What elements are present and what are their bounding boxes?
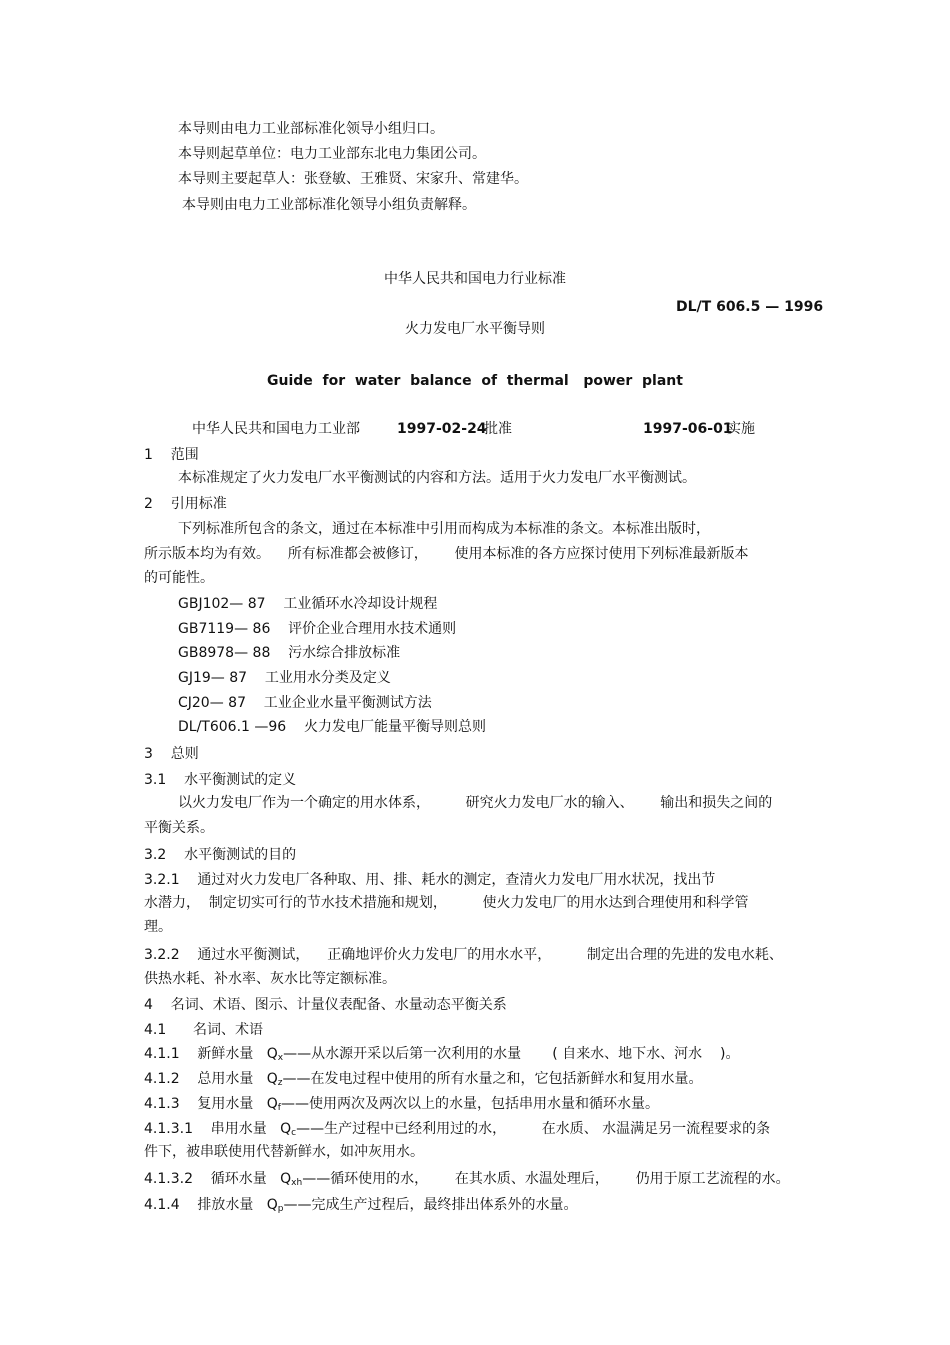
implement-label: 实施: [727, 421, 755, 437]
front-line-4: 本导则由电力工业部标准化领导小组负责解释。: [182, 197, 476, 213]
section-3-1-para-2: 平衡关系。: [144, 820, 214, 836]
section-2-para-1: 下列标准所包含的条文，通过在本标准中引用而构成为本标准的条文。本标准出版时，: [178, 521, 710, 537]
section-3-1-para-1: 以火力发电厂作为一个确定的用水体系， 研究火力发电厂水的输入、 输出和损失之间的: [178, 795, 773, 811]
section-3-1-heading: 3.1 水平衡测试的定义: [144, 772, 297, 788]
approve-label: 批准: [484, 421, 512, 437]
section-3-2-heading: 3.2 水平衡测试的目的: [144, 847, 297, 863]
term-4-1-4: 4.1.4 排放水量 $Q_p——$完成生产过程后，最终排出体系外的水量。: [144, 1197, 578, 1214]
section-4-heading: 4 名词、术语、图示、计量仪表配备、水量动态平衡关系: [144, 997, 507, 1013]
front-line-2: 本导则起草单位：电力工业部东北电力集团公司。: [178, 146, 486, 162]
document-title-en: Guide for water balance of thermal power plant: [267, 373, 683, 389]
front-line-1: 本导则由电力工业部标准化领导小组归口。: [178, 121, 444, 137]
section-3-2-1-line-1: 3.2.1 通过对火力发电厂各种取、用、排、耗水的测定，查清火力发电厂用水状况，找出节: [144, 872, 716, 888]
section-3-2-1-line-3: 理。: [144, 919, 172, 935]
section-2-para-3: 的可能性。: [144, 570, 214, 586]
section-1-heading: 1 范围: [144, 447, 199, 463]
section-4-1-heading: 4.1 名词、术语: [144, 1022, 263, 1038]
section-3-2-2-line-1: 3.2.2 通过水平衡测试， 正确地评价火力发电厂的用水水平， 制定出合理的先进的发电水耗、: [144, 947, 783, 963]
approve-date: 1997-02-24: [397, 421, 487, 437]
term-4-1-1: 4.1.1 新鲜水量 $Q_x——$从水源开采以后第一次利用的水量 ( 自来水、地下水、河水 )。: [144, 1046, 740, 1063]
term-4-1-2: 4.1.2 总用水量 $Q_z——$在发电过程中使用的所有水量之和，它包括新鲜水和复用水量。: [144, 1071, 703, 1088]
term-4-1-3-1-cont: 件下，被串联使用代替新鲜水，如冲灰用水。: [144, 1144, 424, 1160]
section-2-para-2: 所示版本均为有效。 所有标准都会被修订， 使用本标准的各方应探讨使用下列标准最新版本: [144, 546, 749, 562]
implement-date: 1997-06-01: [643, 421, 733, 437]
reference-item: GBJ102— 87 工业循环水冷却设计规程: [178, 596, 438, 612]
front-line-3: 本导则主要起草人：张登敏、王雅贤、宋家升、常建华。: [178, 171, 528, 187]
reference-item: GB8978— 88 污水综合排放标准: [178, 645, 401, 661]
document-title-cn: 火力发电厂水平衡导则: [405, 321, 545, 337]
section-3-2-1-line-2: 水潜力， 制定切实可行的节水技术措施和规划， 使火力发电厂的用水达到合理使用和科学管: [144, 895, 749, 911]
issuer: 中华人民共和国电力工业部: [192, 421, 360, 437]
section-1-text: 本标准规定了火力发电厂水平衡测试的内容和方法。适用于火力发电厂水平衡测试。: [178, 470, 696, 486]
industry-standard-title: 中华人民共和国电力行业标准: [384, 271, 566, 287]
section-2-heading: 2 引用标准: [144, 496, 227, 512]
reference-item: GB7119— 86 评价企业合理用水技术通则: [178, 621, 457, 637]
reference-item: CJ20— 87 工业企业水量平衡测试方法: [178, 695, 432, 711]
term-4-1-3-1: 4.1.3.1 串用水量 $Q_c——$生产过程中已经利用过的水， 在水质、 水温满足另一流程要求的条: [144, 1121, 771, 1138]
term-4-1-3: 4.1.3 复用水量 $Q_f——$使用两次及两次以上的水量，包括串用水量和循环水量。: [144, 1096, 659, 1113]
term-4-1-3-2: 4.1.3.2 循环水量 $Q_{xh}——$循环使用的水， 在其水质、水温处理后， 仍用于原工艺流程的水。: [144, 1171, 790, 1188]
section-3-heading: 3 总则: [144, 746, 199, 762]
section-3-2-2-line-2: 供热水耗、补水率、灰水比等定额标准。: [144, 971, 396, 987]
reference-item: DL/T606.1 —96 火力发电厂能量平衡导则总则: [178, 719, 486, 735]
reference-item: GJ19— 87 工业用水分类及定义: [178, 670, 391, 686]
standard-code: DL/T 606.5 — 1996: [676, 299, 824, 315]
